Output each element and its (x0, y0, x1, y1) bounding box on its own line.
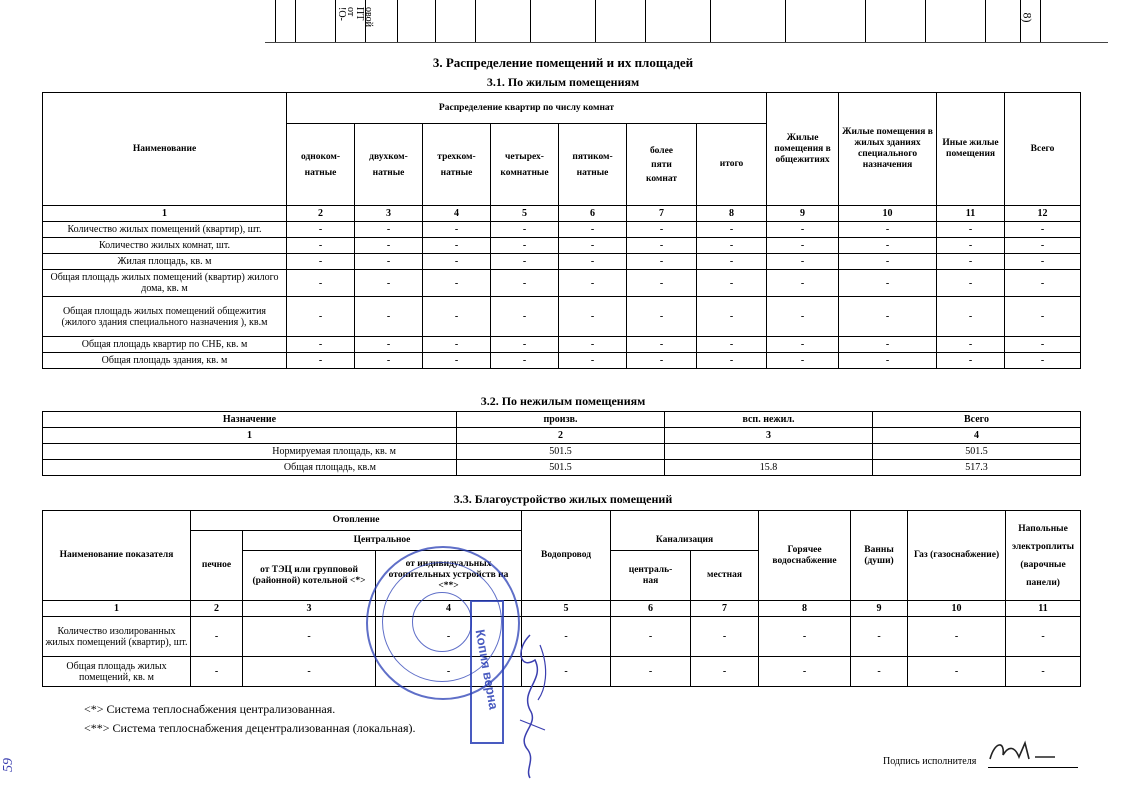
table-cell: - (839, 270, 937, 297)
hot-water-header: Горячее водоснабжение (759, 511, 851, 601)
table-cell: - (908, 657, 1006, 687)
table-cell: - (627, 337, 697, 353)
table-cell: - (627, 353, 697, 369)
row-name: Общая площадь жилых помещений, кв. м (43, 657, 191, 687)
table-cell: - (691, 617, 759, 657)
column-number: 5 (522, 601, 611, 617)
table-cell: - (937, 254, 1005, 270)
table-cell: - (937, 270, 1005, 297)
table-cell: - (355, 238, 423, 254)
column-number: 9 (767, 206, 839, 222)
table-cell: - (191, 617, 243, 657)
table-cell: - (767, 337, 839, 353)
table-cell: - (491, 297, 559, 337)
table-cell: - (491, 238, 559, 254)
column-number: 7 (627, 206, 697, 222)
table-cell: - (559, 297, 627, 337)
signature-scribble (985, 737, 1075, 767)
table-cell: - (767, 297, 839, 337)
table-cell: - (908, 617, 1006, 657)
rooms-4-header: четырех- комнатные (491, 124, 559, 206)
rooms-1-header: одноком- натные (287, 124, 355, 206)
table-cell: - (767, 254, 839, 270)
fragment-line: овой (363, 7, 374, 28)
table-cell: - (423, 337, 491, 353)
column-number: 11 (937, 206, 1005, 222)
page-number: 59 (1, 758, 16, 772)
table-cell: - (839, 238, 937, 254)
table-row (43, 657, 1081, 687)
nr-row (43, 460, 1081, 476)
table-cell: - (1005, 254, 1081, 270)
table-cell: - (697, 222, 767, 238)
column-number: 1 (43, 601, 191, 617)
column-numbers-row (43, 206, 1081, 222)
table-cell: - (559, 353, 627, 369)
table-cell: - (287, 238, 355, 254)
table-cell: - (627, 254, 697, 270)
column-number: 1 (43, 206, 287, 222)
table-cell: - (937, 337, 1005, 353)
sewer-header: Канализация (611, 511, 759, 551)
table-cell: - (1006, 657, 1081, 687)
table-row (43, 617, 1081, 657)
table-cell: - (355, 254, 423, 270)
amen-col-name: Наименование показателя (43, 511, 191, 601)
nr-col-number: 3 (665, 428, 873, 444)
column-number: 10 (839, 206, 937, 222)
table-cell: - (937, 297, 1005, 337)
table-cell: - (697, 337, 767, 353)
table-cell: - (191, 657, 243, 687)
nr-cell: 501.5 (873, 444, 1081, 460)
rooms-more-header: более пяти комнат (627, 124, 697, 206)
column-number: 5 (491, 206, 559, 222)
footnote-central: <*> Система теплоснабжения централизованная. (84, 702, 336, 716)
table-cell: - (423, 297, 491, 337)
table-cell: - (697, 297, 767, 337)
fragment-line: от (345, 7, 356, 17)
table-cell: - (697, 254, 767, 270)
table-cell: - (559, 337, 627, 353)
table-cell: - (767, 238, 839, 254)
table-cell: - (767, 270, 839, 297)
tec-header: от ТЭЦ или групповой (районной) котельной <*> (243, 551, 376, 601)
row-name: Общая площадь жилых помещений (квартир) жилого дома, кв. м (43, 270, 287, 297)
table-row (43, 297, 1081, 337)
column-number: 7 (691, 601, 759, 617)
row-name: Количество жилых комнат, шт. (43, 238, 287, 254)
table-cell: - (697, 238, 767, 254)
row-name: Количество жилых помещений (квартир), шт. (43, 222, 287, 238)
table-cell: - (1005, 337, 1081, 353)
fragment-line: !О- (336, 7, 347, 21)
fragment-line: ПТ (354, 7, 365, 21)
central-header: Центральное (243, 531, 522, 551)
amenities-table (42, 510, 1081, 687)
baths-header: Ванны (души) (851, 511, 908, 601)
table-cell: - (287, 337, 355, 353)
table-cell: - (611, 617, 691, 657)
table-cell: - (559, 238, 627, 254)
table-cell: - (627, 297, 697, 337)
amenities-title: 3.3. Благоустройство жилых помещений (453, 492, 673, 506)
column-number: 3 (355, 206, 423, 222)
column-number: 4 (423, 206, 491, 222)
fragment-corner: 8) (1020, 12, 1035, 23)
heating-header: Отопление (191, 511, 522, 531)
table-cell: - (355, 270, 423, 297)
nr-col-number: 4 (873, 428, 1081, 444)
nr-row-name: Общая площадь, кв.м (43, 460, 457, 476)
sewer-central-header: централь- ная (611, 551, 691, 601)
signature-line (988, 767, 1078, 768)
table-cell: - (937, 353, 1005, 369)
table-cell: - (839, 337, 937, 353)
table-cell: - (491, 353, 559, 369)
row-name: Жилая площадь, кв. м (43, 254, 287, 270)
table-cell: - (287, 270, 355, 297)
row-name: Общая площадь жилых помещений общежития (жилого здания специального назначения ), кв.м (43, 297, 287, 337)
table-cell: - (697, 353, 767, 369)
table-cell: - (243, 617, 376, 657)
table-cell: - (1005, 353, 1081, 369)
table-cell: - (559, 270, 627, 297)
table-cell: - (243, 657, 376, 687)
table-cell: - (355, 297, 423, 337)
handwritten-signature (500, 630, 560, 780)
column-number: 11 (1006, 601, 1081, 617)
sewer-local-header: местная (691, 551, 759, 601)
column-number: 2 (287, 206, 355, 222)
rooms-5-header: пятиком- натные (559, 124, 627, 206)
table-cell: - (839, 254, 937, 270)
table-row (43, 238, 1081, 254)
row-name: Количество изолированных жилых помещений (квартир), шт. (43, 617, 191, 657)
nr-cell: 517.3 (873, 460, 1081, 476)
column-number: 10 (908, 601, 1006, 617)
table-cell: - (839, 297, 937, 337)
table-cell: - (759, 657, 851, 687)
table-cell: - (522, 617, 611, 657)
column-number: 2 (191, 601, 243, 617)
table-cell: - (691, 657, 759, 687)
signature-label: Подпись исполнителя (883, 756, 977, 767)
table-cell: - (376, 657, 522, 687)
rooms-2-header: двухком- натные (355, 124, 423, 206)
residential-table (42, 92, 1081, 369)
table-cell: - (491, 222, 559, 238)
dorm-header: Жилые помещения в общежитиях (767, 93, 839, 206)
table-cell: - (937, 222, 1005, 238)
individual-header: от индивидуальных отопительных устройств на <**> (376, 551, 522, 601)
column-number: 6 (611, 601, 691, 617)
table-cell: - (423, 353, 491, 369)
stamp-text: Копия верна (472, 628, 502, 711)
water-header: Водопровод (522, 511, 611, 601)
table-cell: - (355, 337, 423, 353)
column-numbers-row (43, 601, 1081, 617)
table-cell: - (839, 353, 937, 369)
table-cell: - (491, 270, 559, 297)
rooms-group-header: Распределение квартир по числу комнат (287, 93, 767, 124)
table-cell: - (287, 297, 355, 337)
nr-col-number: 1 (43, 428, 457, 444)
table-cell: - (851, 617, 908, 657)
row-name: Общая площадь здания, кв. м (43, 353, 287, 369)
other-header: Иные жилые помещения (937, 93, 1005, 206)
table-row (43, 270, 1081, 297)
column-number: 3 (243, 601, 376, 617)
special-header: Жилые помещения в жилых зданиях специального назначения (839, 93, 937, 206)
table-cell: - (851, 657, 908, 687)
table-cell: - (759, 617, 851, 657)
table-cell: - (697, 270, 767, 297)
nr-col-number: 2 (457, 428, 665, 444)
stove-header: печное (191, 531, 243, 601)
nr-row (43, 444, 1081, 460)
nr-cell: 15.8 (665, 460, 873, 476)
nr-cell (665, 444, 873, 460)
table-cell: - (423, 238, 491, 254)
table-cell: - (355, 222, 423, 238)
nr-cell: 501.5 (457, 444, 665, 460)
table-cell: - (491, 337, 559, 353)
top-fragment (265, 0, 1108, 43)
table-cell: - (559, 254, 627, 270)
nonresidential-table (42, 411, 1081, 476)
nr-header-total: Всего (873, 412, 1081, 428)
main-title: 3. Распределение помещений и их площадей (432, 55, 694, 70)
table-cell: - (1005, 270, 1081, 297)
table-cell: - (1005, 297, 1081, 337)
nr-cell: 501.5 (457, 460, 665, 476)
table-row (43, 222, 1081, 238)
residential-title: 3.1. По жилым помещениям (486, 75, 640, 89)
column-number: 8 (759, 601, 851, 617)
table-cell: - (937, 238, 1005, 254)
col-name-header: Наименование (43, 93, 287, 206)
column-number: 9 (851, 601, 908, 617)
gas-header: Газ (газоснабжение) (908, 511, 1006, 601)
table-cell: - (423, 270, 491, 297)
table-cell: - (627, 238, 697, 254)
table-cell: - (611, 657, 691, 687)
row-name: Общая площадь квартир по СНБ, кв. м (43, 337, 287, 353)
column-number: 4 (376, 601, 522, 617)
nr-header-production: произв. (457, 412, 665, 428)
nr-header-auxiliary: всп. нежил. (665, 412, 873, 428)
rooms-total-header: итого (697, 124, 767, 206)
table-row (43, 337, 1081, 353)
footnote-local: <**> Система теплоснабжения децентрализованная (локальная). (84, 721, 416, 735)
table-cell: - (287, 222, 355, 238)
table-cell: - (767, 353, 839, 369)
table-cell: - (423, 222, 491, 238)
table-cell: - (423, 254, 491, 270)
table-cell: - (355, 353, 423, 369)
stoves-header: Напольные электроплиты (варочные панели) (1006, 511, 1081, 601)
table-cell: - (1006, 617, 1081, 657)
column-number: 8 (697, 206, 767, 222)
nr-row-name: Нормируемая площадь, кв. м (43, 444, 457, 460)
table-cell: - (559, 222, 627, 238)
table-cell: - (627, 270, 697, 297)
rooms-3-header: трехком- натные (423, 124, 491, 206)
table-cell: - (491, 254, 559, 270)
table-cell: - (522, 657, 611, 687)
table-cell: - (376, 617, 522, 657)
column-number: 6 (559, 206, 627, 222)
table-cell: - (839, 222, 937, 238)
table-cell: - (767, 222, 839, 238)
nonresidential-title: 3.2. По нежилым помещениям (480, 394, 646, 408)
table-cell: - (287, 353, 355, 369)
copy-certified-stamp (470, 600, 504, 744)
column-number: 12 (1005, 206, 1081, 222)
table-cell: - (627, 222, 697, 238)
total-header: Всего (1005, 93, 1081, 206)
nr-header-purpose: Назначение (43, 412, 457, 428)
table-cell: - (1005, 222, 1081, 238)
table-cell: - (287, 254, 355, 270)
table-row (43, 353, 1081, 369)
table-cell: - (1005, 238, 1081, 254)
table-row (43, 254, 1081, 270)
